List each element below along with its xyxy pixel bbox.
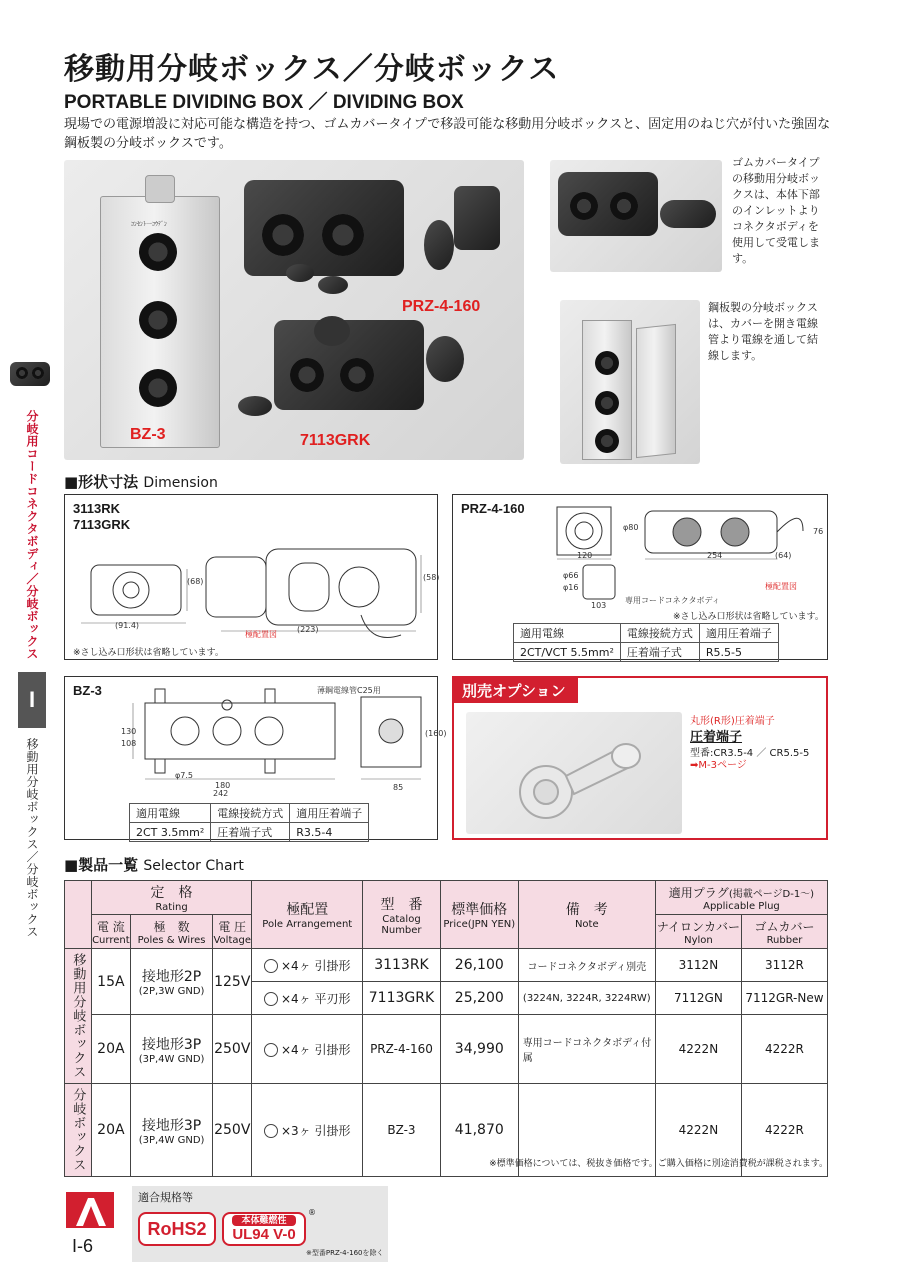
- cell-poles: [131, 1015, 213, 1084]
- dim-title-7113grk: 7113GRK: [73, 517, 131, 532]
- brand-logo-icon: [66, 1192, 114, 1228]
- dim-64: (64): [775, 551, 792, 560]
- voltage-label: 電 圧: [218, 919, 247, 934]
- cell: 適用圧着端子: [699, 624, 778, 643]
- arr-text: ×4ヶ 平刃形: [281, 991, 351, 1006]
- current-label: 電 流: [96, 919, 125, 934]
- price-label: 標準価格: [451, 902, 508, 918]
- cell: 電線接続方式: [211, 804, 290, 823]
- side-thumbnail: [6, 352, 56, 398]
- cell: R3.5-4: [290, 823, 369, 842]
- side-section-letter: I: [18, 672, 46, 728]
- cell: 圧着端子式: [620, 643, 699, 662]
- dim-phi16: φ16: [563, 583, 579, 592]
- dim-note-1: ※さし込み口形状は省略しています。: [73, 648, 224, 658]
- pole-arr-label: 極配置: [286, 902, 329, 918]
- dimension-box-bz3: [64, 676, 447, 840]
- cell-nylon: 4222N: [655, 1015, 741, 1084]
- ul-registered-mark: ®: [308, 1208, 316, 1217]
- nylon-label: ナイロンカバー: [656, 919, 740, 934]
- dimension-heading-en: Dimension: [143, 475, 218, 491]
- selector-heading-en: Selector Chart: [143, 858, 244, 874]
- cell-model: PRZ-4-160: [363, 1015, 441, 1084]
- dim-phi66: φ66: [563, 571, 579, 580]
- cell-nylon: 7112GN: [655, 982, 741, 1015]
- ul94-badge: [222, 1212, 306, 1246]
- cell: 圧着端子式: [211, 823, 290, 842]
- note-header: [518, 881, 655, 949]
- arr-text: ×4ヶ 引掛形: [281, 1042, 351, 1057]
- cert-label: 適合規格等: [138, 1191, 193, 1204]
- label-prz: PRZ-4-160: [402, 298, 481, 315]
- dimension-box-prz: [452, 494, 828, 660]
- cord-label: 専用コードコネクタボディ: [625, 596, 720, 605]
- poles-text: 接地形3P: [141, 1117, 202, 1134]
- poles-text: 接地形2P: [141, 969, 202, 986]
- poles-sub: (3P,4W GND): [138, 1134, 205, 1146]
- catalog-label: 型 番: [380, 896, 423, 913]
- voltage-label-en: Voltage: [213, 934, 251, 946]
- catalog-label-en: Catalog Number: [381, 913, 422, 936]
- dim-76: 76: [813, 527, 824, 536]
- dim-223: (223): [297, 625, 319, 634]
- poles-sub: (2P,3W GND): [138, 986, 205, 998]
- label-bz3: BZ-3: [130, 426, 166, 443]
- cell-note: (3224N, 3224R, 3224RW): [518, 982, 655, 1015]
- product-photo-main: [64, 160, 524, 460]
- product-photo-rubber: [550, 160, 722, 272]
- rating-header: [91, 881, 252, 915]
- cell-rubber: 4222R: [741, 1015, 827, 1084]
- bz3-wire-table: [129, 803, 369, 842]
- cell-arr: [252, 949, 363, 982]
- poles-label: 極 数: [153, 919, 190, 934]
- label-7113grk: 7113GRK: [300, 432, 371, 449]
- cell-current: 20A: [91, 1084, 130, 1177]
- poles-header: [131, 915, 213, 949]
- cell-voltage: 250V: [213, 1084, 252, 1177]
- table-row: [65, 949, 828, 982]
- rating-label-en: Rating: [155, 902, 188, 913]
- price-label-en: Price(JPN YEN): [443, 919, 516, 930]
- pole-label-1: 極配置図: [245, 630, 277, 639]
- voltage-header: [213, 915, 252, 949]
- cell: 2CT 3.5mm²: [130, 823, 211, 842]
- table-row: [65, 1015, 828, 1084]
- dim-108: 108: [121, 739, 137, 748]
- note-label-en: Note: [574, 919, 599, 930]
- rubber-header: [741, 915, 827, 949]
- dim-130: 130: [121, 727, 137, 736]
- dimension-heading: [64, 471, 218, 492]
- arr-text: ×3ヶ 引掛形: [281, 1123, 351, 1138]
- option-box: [452, 676, 828, 840]
- current-header: [91, 915, 130, 949]
- prz-box-photo: [244, 180, 404, 276]
- cell: 電線接続方式: [620, 624, 699, 643]
- selector-heading-ja: ■製品一覧: [64, 856, 139, 874]
- page-title-en: PORTABLE DIVIDING BOX ／ DIVIDING BOX: [64, 92, 464, 113]
- cell-voltage: 125V: [213, 949, 252, 1015]
- outlet-straight-icon: [264, 992, 278, 1006]
- bz3-plate: ｺﾝｾﾝﾄ一ｺｳﾃﾞﾝ: [131, 221, 168, 228]
- dim-103: 103: [591, 601, 607, 610]
- dimension-heading-ja: ■形状寸法: [64, 473, 139, 491]
- prz-wire-table: [513, 623, 779, 662]
- cell-current: 20A: [91, 1015, 130, 1084]
- dim-phi80: φ80: [623, 523, 639, 532]
- outlet-twist-icon: [264, 1124, 278, 1138]
- plug-ref: (掲載ページD-1～): [728, 888, 815, 900]
- plug-label: 適用プラグ: [668, 885, 729, 900]
- cell-arr: [252, 982, 363, 1015]
- cell-arr: [252, 1015, 363, 1084]
- rating-label: 定 格: [150, 885, 193, 901]
- product-photo-steel: [560, 300, 700, 464]
- cell-rubber: 4222R: [741, 1084, 827, 1177]
- dim-254: 254: [707, 551, 723, 560]
- ul-note: ※型番PRZ-4-160を除く: [306, 1249, 384, 1257]
- rubber-label-en: Rubber: [766, 934, 803, 946]
- drawing-bz3: [115, 683, 435, 793]
- dim-242: 242: [213, 789, 229, 798]
- conduit-label: 薄鋼電線管C25用: [317, 686, 381, 695]
- dim-title-prz: PRZ-4-160: [461, 501, 525, 516]
- dim-phi7-5: φ7.5: [175, 771, 193, 780]
- cell-model: BZ-3: [363, 1084, 441, 1177]
- poles-text: 接地形3P: [141, 1036, 202, 1053]
- dimension-box-3113rk: [64, 494, 438, 660]
- outlet-twist-icon: [264, 1043, 278, 1057]
- note-label: 備 考: [565, 902, 608, 918]
- cell-price: 25,200: [440, 982, 518, 1015]
- cell: 適用圧着端子: [290, 804, 369, 823]
- option-sub: 丸形(R形)圧着端子: [690, 716, 775, 727]
- dim-title-bz3: BZ-3: [73, 683, 102, 698]
- intro-text: 現場での電源増設に対応可能な構造を持つ、ゴムカバータイプで移設可能な移動用分岐ボックスと、固定用のねじ穴が付いた強固な鋼板製の分岐ボックスです。: [64, 117, 831, 151]
- side-category-black: 移動用分岐ボックス／分岐ボックス: [25, 738, 39, 938]
- selector-table: [64, 880, 828, 1177]
- dim-68: (68): [187, 577, 204, 586]
- cell-rubber: 3112R: [741, 949, 827, 982]
- dim-120: 120: [577, 551, 593, 560]
- bz3-photo: [100, 196, 220, 448]
- cell-nylon: 3112N: [655, 949, 741, 982]
- option-ref-link[interactable]: ➡M-3ページ: [690, 760, 747, 771]
- cell: R5.5-5: [699, 643, 778, 662]
- ul-top-text: 本体難燃性: [232, 1215, 296, 1226]
- selector-heading: [64, 854, 244, 875]
- cell-note: 専用コードコネクタボディ付属: [518, 1015, 655, 1084]
- category-portable: 移動用分岐ボックス: [65, 949, 92, 1084]
- plug-label-en: Applicable Plug: [703, 900, 780, 912]
- dim-85: 85: [393, 783, 404, 792]
- arr-text: ×4ヶ 引掛形: [281, 958, 351, 973]
- cell-poles: [131, 1084, 213, 1177]
- rohs-badge: RoHS2: [138, 1212, 216, 1246]
- catalog-header: [363, 881, 441, 949]
- note-rubber: ゴムカバータイプの移動用分岐ボックスは、本体下部のインレットよりコネクタボディを使用して受電します。: [732, 156, 820, 265]
- plug-header: [655, 881, 827, 915]
- dim-title-3113rk: 3113RK: [73, 501, 120, 516]
- pole-arr-label-en: Pole Arrangement: [262, 919, 353, 930]
- cell-arr: [252, 1084, 363, 1177]
- cell-price: 34,990: [440, 1015, 518, 1084]
- outlet-twist-icon: [264, 959, 278, 973]
- page-number: I-6: [72, 1236, 94, 1256]
- poles-label-en: Poles & Wires: [137, 934, 206, 946]
- cell-price: 41,870: [440, 1084, 518, 1177]
- cell-model: 7113GRK: [363, 982, 441, 1015]
- cell-nylon: 4222N: [655, 1084, 741, 1177]
- dim-note-2: ※さし込み口形状は省略しています。: [673, 612, 824, 622]
- ring-terminal-icon: [466, 712, 682, 834]
- category-dividing: 分岐ボックス: [65, 1084, 92, 1177]
- ul-main-text: UL94 V-0: [232, 1226, 296, 1243]
- cell: 適用電線: [514, 624, 621, 643]
- corner-cell: [65, 881, 92, 949]
- dim-91-4: (91.4): [115, 621, 140, 630]
- dim-160: (160): [425, 729, 447, 738]
- cell: 2CT/VCT 5.5mm²: [514, 643, 621, 662]
- pole-label-2: 極配置図: [765, 582, 797, 591]
- cell-voltage: 250V: [213, 1015, 252, 1084]
- note-steel: 鋼板製の分岐ボックスは、カバーを開き電線管より電線を通して結線します。: [708, 301, 818, 362]
- nylon-label-en: Nylon: [684, 934, 713, 946]
- cell-model: 3113RK: [363, 949, 441, 982]
- terminal-photo: [466, 712, 682, 834]
- option-tab: 別売オプション: [454, 678, 578, 703]
- page-title: 移動用分岐ボックス／分岐ボックス: [64, 52, 560, 87]
- option-name: 圧着端子: [690, 730, 743, 745]
- poles-sub: (3P,4W GND): [138, 1053, 205, 1065]
- 7113grk-photo: [274, 320, 424, 410]
- price-footnote: ※標準価格については、税抜き価格です。ご購入価格に別途消費税が課税されます。: [489, 1159, 828, 1169]
- pole-arr-header: [252, 881, 363, 949]
- cell-price: 26,100: [440, 949, 518, 982]
- price-header: [440, 881, 518, 949]
- cert-panel: [132, 1186, 388, 1262]
- nylon-header: [655, 915, 741, 949]
- dim-180: 180: [215, 781, 231, 790]
- cell-current: 15A: [91, 949, 130, 1015]
- dim-58: (58): [423, 573, 440, 582]
- current-label-en: Current: [92, 934, 130, 946]
- cell-poles: [131, 949, 213, 1015]
- cell-note: コードコネクタボディ別売: [518, 949, 655, 982]
- cell-rubber: 7112GR-New: [741, 982, 827, 1015]
- side-category-red: 分岐用コードコネクタボディ／分岐ボックス: [25, 410, 39, 660]
- option-model: 型番:CR3.5-4 ／ CR5.5-5: [690, 748, 810, 759]
- rubber-label: ゴムカバー: [754, 919, 815, 934]
- cell: 適用電線: [130, 804, 211, 823]
